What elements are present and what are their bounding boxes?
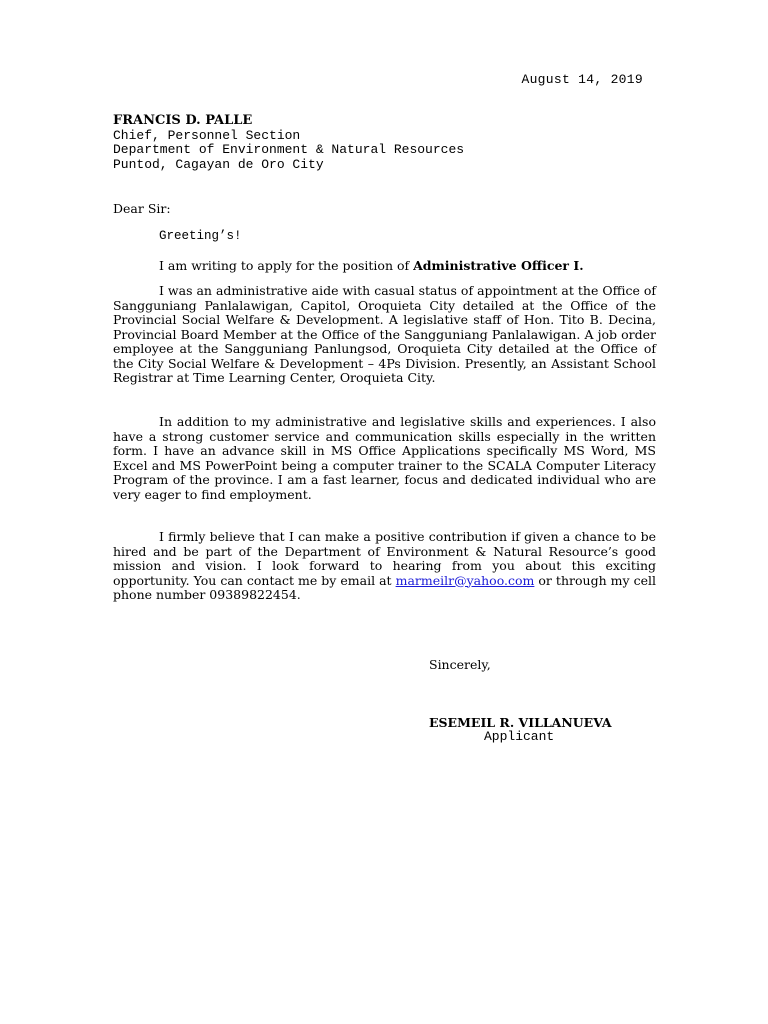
greeting: Greeting’s! — [159, 229, 242, 243]
paragraph-contact — [113, 530, 656, 603]
recipient-department: Department of Environment & Natural Resources — [113, 142, 465, 157]
paragraph-skills: In addition to my administrative and legislative skills and experiences. I also have a strong customer service and communication skills especially in the written form. I have an advance skill in MS Office Applications specifically MS Word, MS Excel and MS PowerPoint being a computer trainer to the SCALA Computer Literacy Program of the province. I am a fast learner, focus and dedicated individual who are very eager to find employment. — [113, 414, 656, 502]
paragraph-experience: I was an administrative aide with casual status of appointment at the Office of Sangguniang Panlalawigan, Capitol, Oroquieta City detailed at the Office of the Provincial Social Welfare & Development. A legislative staff of Hon. Tito B. Decina, Provincial Board Member at the Office of the Sangguniang Panlalawigan. A job order employee at the Sangguniang Panlungsod, Oroquieta City detailed at the Office of the City Social Welfare & Development – 4Ps Division. Presently, an Assistant School Registrar at Time Learning Center, Oroquieta City. — [113, 283, 656, 385]
applied-position: Administrative Officer I. — [413, 258, 584, 273]
signer-title: Applicant — [484, 729, 555, 744]
letter-date: August 14, 2019 — [521, 72, 643, 87]
salutation: Dear Sir: — [113, 201, 171, 216]
contact-text: I firmly believe that I can make a positive contribution if given a chance to be hired and be part of the Department of Environment & Natural Resource’s good mission and vision. I look forward to hearing from you about this exciting opportunity. You can contact me by email at — [113, 529, 656, 588]
intro-line — [159, 258, 584, 273]
recipient-block — [113, 114, 464, 172]
intro-text: I am writing to apply for the position of — [159, 258, 414, 273]
email-link[interactable]: marmeilr@yahoo.com — [395, 572, 535, 588]
recipient-address: Puntod, Cagayan de Oro City — [113, 156, 324, 172]
recipient-position: Chief, Personnel Section — [113, 127, 301, 143]
closing: Sincerely, — [429, 657, 491, 672]
contact-tail: or through my cell phone number 09389822454. — [113, 572, 656, 602]
recipient-name: FRANCIS D. PALLE — [113, 113, 253, 128]
signer-name: ESEMEIL R. VILLANUEVA — [429, 715, 612, 730]
